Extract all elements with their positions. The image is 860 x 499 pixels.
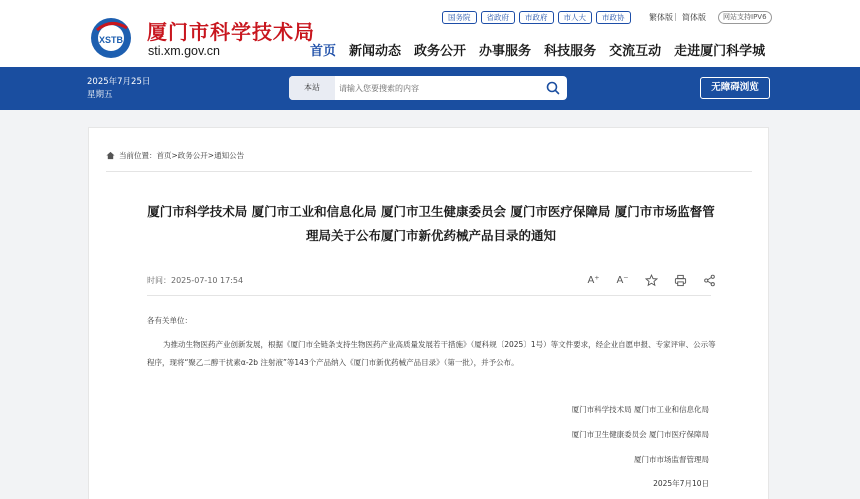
search-box bbox=[289, 76, 567, 100]
nav-news[interactable]: 新闻动态 bbox=[349, 44, 402, 59]
toplink-state-council[interactable]: 国务院 bbox=[442, 11, 477, 24]
simplified-link[interactable]: 简体版 bbox=[682, 13, 706, 22]
breadcrumb-notices[interactable]: 通知公告 bbox=[214, 151, 245, 160]
share-button[interactable] bbox=[695, 272, 724, 288]
toplink-npc[interactable]: 市人大 bbox=[558, 11, 593, 24]
signature-line: 厦门市卫生健康委员会 厦门市医疗保障局 bbox=[571, 430, 709, 439]
lang-separator: | bbox=[674, 12, 677, 21]
article-title: 厦门市科学技术局 厦门市工业和信息化局 厦门市卫生健康委员会 厦门市医疗保障局 厦门市市场监督管理局关于公布厦门市新优药械产品目录的通知 bbox=[147, 204, 715, 243]
main-nav bbox=[310, 40, 778, 59]
breadcrumb-label: 当前位置： bbox=[119, 151, 157, 160]
site-title[interactable]: 厦门市科学技术局 bbox=[147, 20, 315, 44]
nav-home[interactable]: 首页 bbox=[310, 44, 337, 59]
publish-time bbox=[147, 275, 243, 286]
top-links bbox=[442, 11, 631, 24]
toplink-province[interactable]: 省政府 bbox=[481, 11, 516, 24]
traditional-link[interactable]: 繁体版 bbox=[649, 13, 673, 22]
article-body: 为推动生物医药产业创新发展，根据《厦门市全链条支持生物医药产业高质量发展若干措施》（厦科规〔2025〕1号）等文件要求，经企业自愿申报、专家评审、公示等程序，现将“聚乙二醇干扰素α-2b 注射液”等143个产品纳入《厦门市新优药械产品目录》（第一批），并予公布。 bbox=[147, 340, 716, 367]
home-icon bbox=[106, 151, 115, 160]
favorite-button[interactable] bbox=[637, 272, 666, 288]
site-logo-icon[interactable] bbox=[87, 16, 139, 60]
breadcrumb-gov-affairs[interactable]: 政务公开 bbox=[177, 151, 208, 160]
star-icon bbox=[645, 274, 658, 287]
nav-gov-affairs[interactable]: 政务公开 bbox=[414, 44, 467, 59]
font-increase-button[interactable]: A⁺ bbox=[587, 274, 600, 286]
time-value: 2025-07-10 17:54 bbox=[171, 276, 244, 285]
print-button[interactable] bbox=[666, 272, 695, 288]
signature-date: 2025年7月10日 bbox=[653, 479, 709, 488]
logo-text: XSTB bbox=[98, 35, 124, 45]
divider bbox=[147, 295, 711, 296]
site-header bbox=[0, 0, 860, 67]
breadcrumb-home[interactable]: 首页 bbox=[156, 151, 172, 160]
search-input[interactable] bbox=[339, 79, 529, 97]
search-scope-select[interactable]: 本站 bbox=[289, 76, 335, 100]
article-card bbox=[88, 127, 769, 499]
nav-tech-services[interactable]: 科技服务 bbox=[544, 44, 597, 59]
nav-science-city[interactable]: 走进厦门科学城 bbox=[674, 44, 766, 59]
accessibility-button[interactable]: 无障碍浏览 bbox=[700, 77, 770, 99]
ipv6-badge: 网站支持IPV6 bbox=[718, 11, 772, 24]
divider bbox=[106, 171, 752, 172]
search-icon[interactable] bbox=[545, 80, 561, 96]
breadcrumb-separator: > bbox=[171, 151, 178, 160]
toplink-city[interactable]: 市政府 bbox=[519, 11, 554, 24]
time-label: 时间： bbox=[147, 276, 171, 285]
signature-line: 厦门市市场监督管理局 bbox=[634, 455, 709, 464]
signature-line: 厦门市科学技术局 厦门市工业和信息化局 bbox=[571, 405, 709, 414]
date-text: 2025年7月25日 bbox=[87, 77, 151, 87]
salutation: 各有关单位： bbox=[147, 316, 192, 325]
share-icon bbox=[703, 274, 716, 287]
breadcrumb-separator: > bbox=[207, 151, 215, 160]
site-domain: sti.xm.gov.cn bbox=[148, 44, 221, 58]
nav-services[interactable]: 办事服务 bbox=[479, 44, 532, 59]
print-icon bbox=[674, 274, 687, 287]
toplink-cppcc[interactable]: 市政协 bbox=[596, 11, 631, 24]
search-banner bbox=[0, 67, 860, 110]
date-display bbox=[87, 76, 150, 102]
weekday-text: 星期五 bbox=[87, 90, 113, 100]
nav-interaction[interactable]: 交流互动 bbox=[609, 44, 662, 59]
breadcrumb bbox=[106, 150, 244, 161]
font-decrease-button[interactable]: A⁻ bbox=[616, 274, 629, 286]
article-tools bbox=[579, 272, 724, 288]
